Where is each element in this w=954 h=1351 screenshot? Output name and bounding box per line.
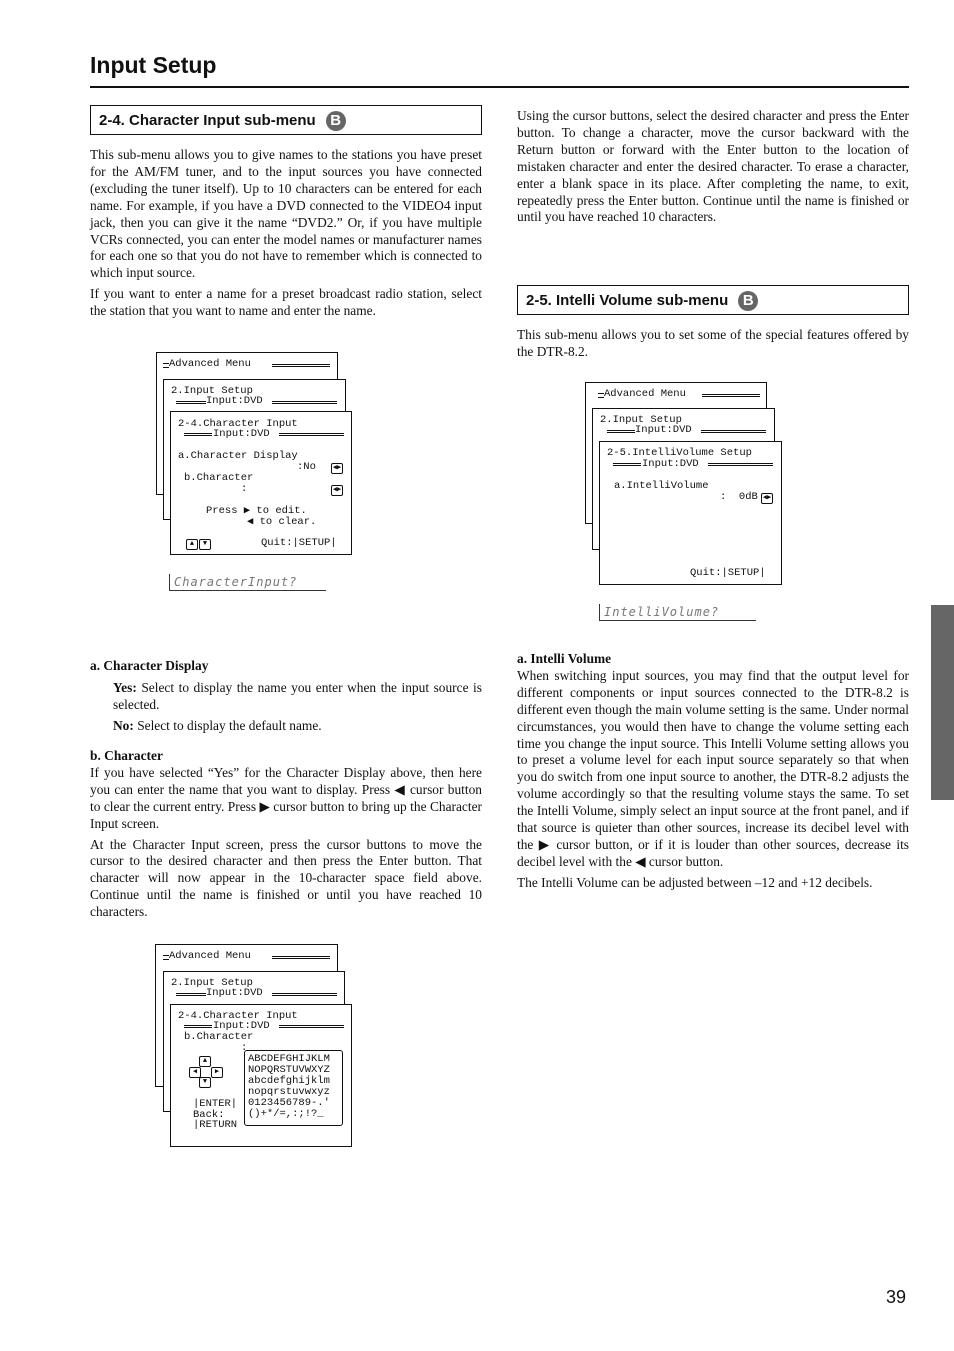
character-display-value: :No [297,461,316,473]
character-heading: b. Character [90,748,163,763]
character-section [90,748,482,925]
title-rule [90,86,909,88]
section-2-5-heading-text: 2-5. Intelli Volume sub-menu [526,291,729,309]
no-description: Select to display the default name. [137,717,322,733]
left-right-arrows-icon: ◀▶ [332,486,342,494]
intelli-volume-range: The Intelli Volume can be adjusted between –12 and +12 decibels. [517,874,873,890]
character-item[interactable]: b.Character [184,472,254,484]
badge-b-icon: B [326,111,346,131]
left-right-arrows-icon: ◀▶ [332,464,342,472]
continued-paragraph: Using the cursor buttons, select the desired character and press the Enter button. To change a character, move the cursor backward with the Return button or forward with the Enter button to the location of mistaken character and enter the desired character. To erase a character, enter a blank space in its place. After completing the name, to exit, repeatedly press the Enter button. Continue until the name is finished or until you have reached 10 characters. [517,108,909,225]
character-input-continued [517,108,909,230]
character-field[interactable]: : [241,1042,248,1054]
input-setup-title: 2.Input Setup [171,385,253,397]
intelli-intro-paragraph: This sub-menu allows you to set some of the special features offered by the DTR-8.2. [517,327,909,359]
intelli-volume-panel [599,441,782,585]
character-display-heading: a. Character Display [90,658,209,673]
input-dvd-label: Input:DVD [635,424,692,436]
intro-paragraph-1: This sub-menu allows you to give names to the stations you have preset for the AM/FM tuner, and to the input sources you have connected (excluding the tuner itself). Up to 10 characters can be entered for each name. For example, if you have a DVD connected to the VIDEO4 input jack, then you can give it the name “DVD2.” Or, if you have multiple VCRs connected, you can enter the model names or manufacturer names for each one so that you do not have to remember which is connected to which input source. [90,147,482,281]
character-input-panel [170,411,352,555]
character-value: : [241,483,248,495]
charset-row[interactable]: ABCDEFGHIJKLM [248,1053,330,1065]
right-arrow-icon[interactable]: ▶ [211,1067,223,1078]
chapter-tab [931,605,954,800]
advanced-menu-title: Advanced Menu [604,388,686,400]
badge-b-icon: B [738,291,758,311]
osd-character-input: CharacterInput? [169,574,326,591]
character-display-item[interactable]: a.Character Display [178,450,298,462]
input-dvd-label: Input:DVD [213,428,270,440]
osd-intelli-volume: IntelliVolume? [599,604,756,621]
back-label: Back: [193,1109,225,1121]
left-arrow-icon[interactable]: ◀ [189,1067,201,1078]
intro-paragraph-2: If you want to enter a name for a preset broadcast radio station, select the station that you want to name and enter the name. [90,286,482,319]
page-number: 39 [886,1287,907,1307]
charset-row[interactable]: nopqrstuvwxyz [248,1086,330,1098]
input-setup-title: 2.Input Setup [171,977,253,989]
yes-description: Select to display the name you enter when the input source is selected. [113,679,482,712]
charset-row[interactable]: ()+*/=,:;!?_ [248,1108,324,1120]
character-item: b.Character [184,1031,254,1043]
intelli-volume-title: 2-5.IntelliVolume Setup [607,447,752,459]
input-setup-title: 2.Input Setup [600,414,682,426]
section-2-5-intro [517,327,909,365]
section-2-4-intro [90,147,482,324]
intelli-volume-heading: a. Intelli Volume [517,651,612,666]
charset-row[interactable]: NOPQRSTUVWXYZ [248,1064,330,1076]
up-arrow-icon: ▲ [186,539,198,550]
input-dvd-label: Input:DVD [642,458,699,470]
intelli-volume-section [517,651,909,896]
section-2-5-heading [517,285,909,315]
intelli-volume-item[interactable]: a.IntelliVolume [614,480,709,492]
character-display-section [90,658,482,739]
quit-setup-label: Quit:|SETUP| [261,537,337,549]
down-arrow-icon: ▼ [199,539,211,550]
yes-label: Yes: [113,679,137,695]
quit-setup-label: Quit:|SETUP| [690,567,766,579]
charset-row[interactable]: 0123456789-.' [248,1097,330,1109]
character-paragraph-1: If you have selected “Yes” for the Character Display above, then here you can enter the name that you want to display. Press ◀ cursor button to clear the current entry. Press ▶ cursor button to bring up the Character Input screen. [90,764,482,831]
advanced-menu-title: Advanced Menu [169,950,251,962]
input-dvd-label: Input:DVD [213,1020,270,1032]
no-option-text [90,718,482,735]
enter-button-label[interactable]: |ENTER| [193,1098,238,1110]
return-button-label[interactable]: |RETURN [193,1119,238,1131]
left-right-arrows-icon: ◀▶ [762,494,772,502]
character-paragraph-2: At the Character Input screen, press the cursor buttons to move the cursor to the desired character and then press the Enter button. That character will now appear in the 10-character space field above. Continue until the name is finished or until you have reached 10 characters. [90,836,482,920]
character-palette[interactable] [244,1050,343,1126]
input-dvd-label: Input:DVD [206,395,263,407]
section-2-4-heading [90,105,482,135]
up-arrow-icon[interactable]: ▲ [199,1056,211,1067]
press-to-edit-hint: Press ▶ to edit. [206,505,307,517]
page-title: Input Setup [90,52,217,78]
charset-row[interactable]: abcdefghijklm [248,1075,330,1087]
section-2-4-heading-text: 2-4. Character Input sub-menu [99,111,316,129]
intelli-volume-paragraph: When switching input sources, you may find that the output level for different components or input sources connected to the DTR-8.2 is different even though the main volume setting is the same. Under normal circumstances, you would then have to change the volume setting each time you change the input source. This Intelli Volume setting allows you to preset a volume level for each input source separately so that when you do switch from one input source to another, the DTR-8.2 adjusts the volume accordingly so that the resulting volume stays the same. To set the Intelli Volume, simply select an input source at the front panel, and if that source is quieter than other sources, increase its decibel level with the ▶ cursor button, or if it is louder than other sources, decrease its decibel level with the ◀ cursor button. [517,667,909,869]
intelli-volume-value: : 0dB [720,491,758,503]
character-input-title: 2-4.Character Input [178,418,298,430]
character-entry-panel [170,1004,352,1147]
input-dvd-label: Input:DVD [206,987,263,999]
press-to-clear-hint: ◀ to clear. [247,516,317,528]
no-label: No: [113,717,134,733]
yes-option-text [90,680,482,714]
character-input-title: 2-4.Character Input [178,1010,298,1022]
advanced-menu-title: Advanced Menu [169,358,251,370]
down-arrow-icon[interactable]: ▼ [199,1077,211,1088]
